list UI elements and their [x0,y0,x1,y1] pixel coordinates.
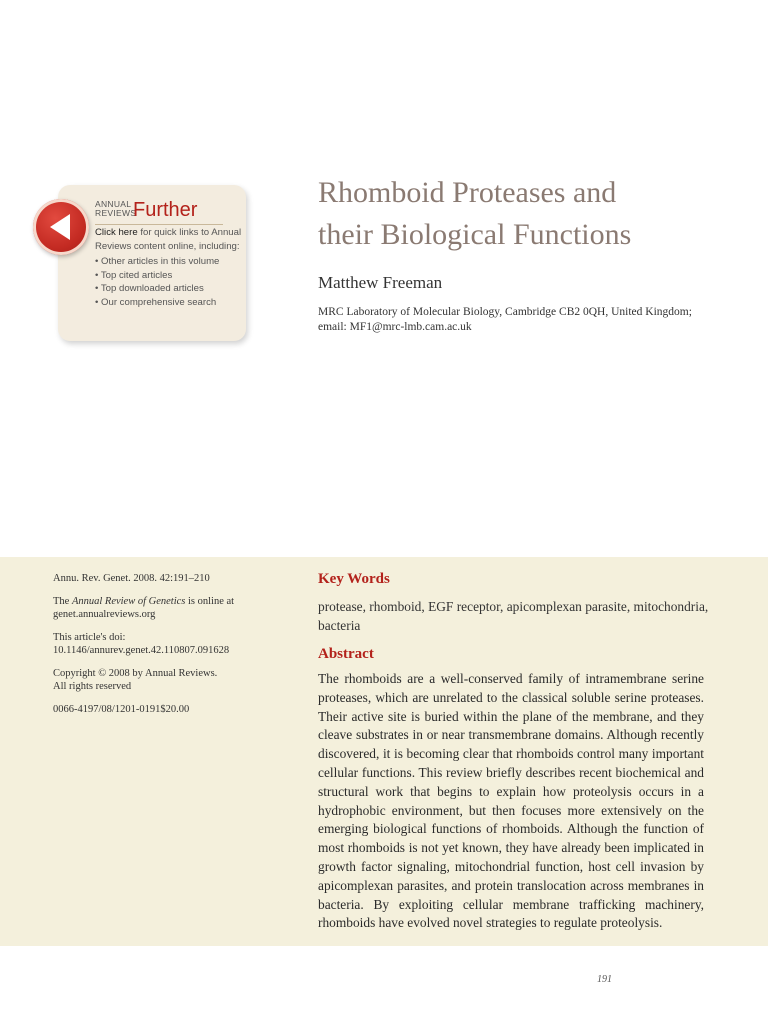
article-info-sidebar [53,572,273,726]
further-links [95,255,245,309]
copyright-block [53,667,273,693]
author-affiliation [318,305,748,334]
affiliation-line-1: MRC Laboratory of Molecular Biology, Cambridge CB2 0QH, United Kingdom; [318,306,692,318]
further-intro: for quick links to Annual Reviews content online, including: [95,227,242,252]
further-link-top-downloaded[interactable]: • Top downloaded articles [95,283,204,294]
affiliation-email: email: MF1@mrc-lmb.cam.ac.uk [318,320,472,333]
title-line-2: their Biological Functions [318,218,632,251]
citation: Annu. Rev. Genet. 2008. 42:191–210 [53,573,210,584]
further-link-other-articles[interactable]: • Other articles in this volume [95,256,220,267]
journal-name: Annual Review of Genetics [71,596,186,607]
online-suffix: is online at genet.annualreviews.org [53,596,235,620]
issn: 0066-4197/08/1201-0191$20.00 [53,704,190,715]
online-note [53,595,273,621]
online-prefix: The [53,596,72,607]
doi-label: This article's doi: [53,632,126,643]
further-link-top-cited[interactable]: • Top cited articles [95,269,173,281]
brand-line-reviews: REVIEWS [95,208,137,218]
copyright: Copyright © 2008 by Annual Reviews. [53,668,218,679]
click-here-link[interactable]: Click here [95,227,138,238]
doi-value[interactable]: 10.1146/annurev.genet.42.110807.091628 [53,645,230,656]
brand-line-annual: ANNUAL [95,199,132,209]
abstract-text: The rhomboids are a well-conserved family of intramembrane serine proteases, which are unrelated to the classical soluble serine proteases. Their active site is buried within the plane of the membrane, and they cleave substrates in or near transmembrane domains. Although recently discovered, it is becoming clear that rhomboids control many important cellular functions. This review briefly describes recent biochemical and structural work that begins to explain how proteolysis occurs in a hydrophobic environment, but then focuses more extensively on the emerging biological functions of rhomboids. Although the function of most rhomboids is not yet known, they have already been implicated in growth factor signaling, mitochondrial function, host cell invasion by apicomplexan parasites, and protein translocation across membranes in bacteria. By exploiting cellular membrane trafficking machinery, rhomboids have evolved novel strategies to regulate proteolysis. [318,671,704,931]
further-divider [95,224,223,225]
title-line-1: Rhomboid Proteases and [318,176,617,209]
brand-further: Further [133,199,198,221]
back-arrow-icon[interactable] [33,199,89,255]
page-number: 191 [597,974,612,985]
further-link-search[interactable]: • Our comprehensive search [95,296,217,308]
rights: All rights reserved [53,681,132,692]
annual-reviews-logo [95,199,198,221]
further-description [95,226,245,309]
doi-block [53,631,273,657]
abstract-heading: Abstract [318,646,374,662]
keywords-heading: Key Words [318,571,390,587]
keywords-text: protease, rhomboid, EGF receptor, apicomplexan parasite, mitochondria, bacteria [318,599,709,633]
author-name: Matthew Freeman [318,273,443,292]
article-title [318,172,738,256]
